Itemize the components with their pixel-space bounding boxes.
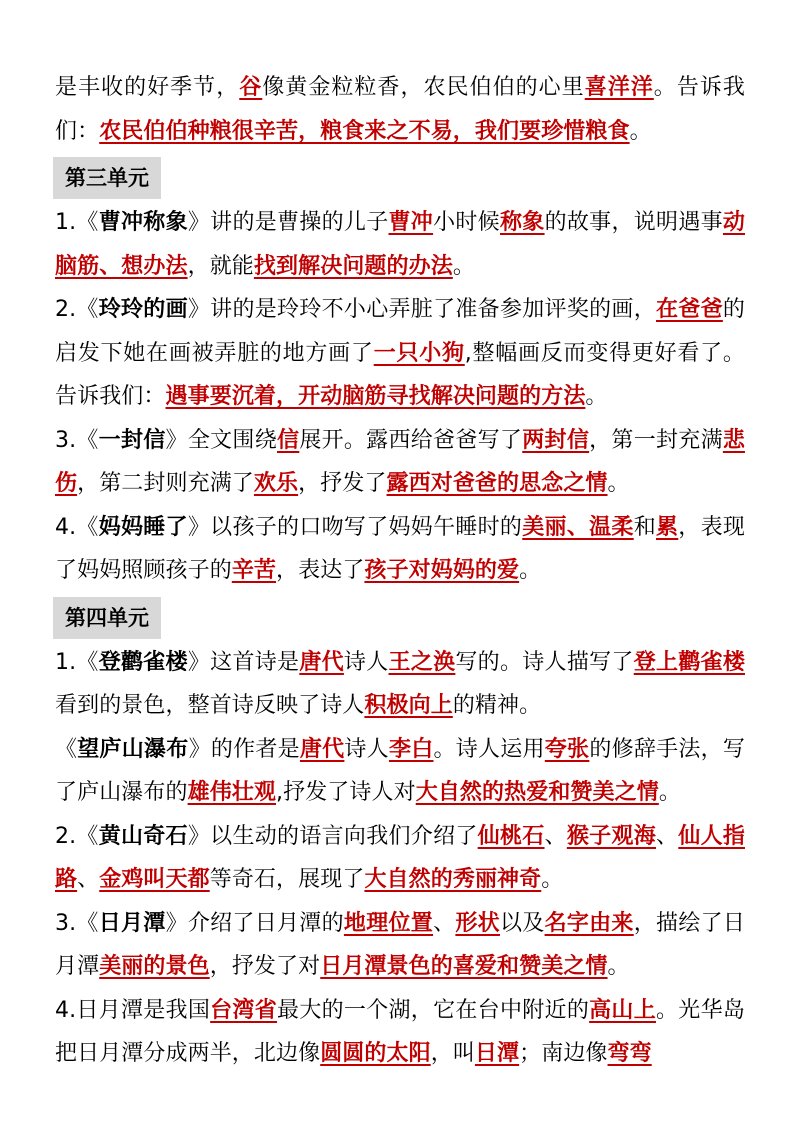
body-text: 、: [77, 867, 100, 892]
body-text: 诗人: [344, 736, 389, 762]
body-text: 3.《: [55, 427, 99, 453]
body-text: 》以生动的语言向我们介绍了: [187, 823, 478, 849]
answer-text: 唐代: [299, 736, 345, 762]
body-text: 。: [607, 954, 630, 979]
answer-text: 在爸爸: [656, 297, 723, 322]
body-text: ,抒发了诗人对: [276, 780, 416, 805]
lesson-title: 一封信: [98, 427, 166, 453]
body-text: 。诗人运用: [433, 736, 545, 762]
answer-text: 夸张: [544, 736, 590, 762]
answer-text: 日潭: [474, 1041, 520, 1066]
answer-text: 积极向上: [364, 693, 453, 718]
body-text: 。: [607, 471, 630, 496]
paragraph: [55, 815, 745, 902]
body-text: 像黄金粒粒香，农民伯伯的心里: [262, 75, 585, 100]
body-text: ，描绘了日月潭: [55, 910, 745, 979]
body-text: 。告诉我们：: [55, 75, 745, 144]
paragraph: [55, 419, 745, 506]
paragraph: [55, 288, 745, 419]
paragraph: [55, 201, 745, 288]
answer-text: 大自然的秀丽神奇: [364, 867, 542, 892]
body-text: 2.《: [55, 823, 99, 849]
answer-text: 形状: [455, 910, 500, 936]
body-text: ,整幅画反而变得更好看了。告诉我们：: [55, 340, 746, 409]
answer-text: 美丽、温柔: [522, 514, 634, 540]
answer-text: 登上鹳雀楼: [633, 649, 745, 675]
answer-text: 动脑筋、想办法: [55, 210, 746, 279]
paragraph: [55, 728, 745, 815]
answer-text: 露西对爸爸的思念之情: [386, 471, 608, 496]
intro-paragraph: [55, 66, 745, 153]
body-text: 3.《: [55, 910, 99, 936]
answer-text: 欢乐: [253, 471, 299, 496]
section-heading: 第三单元: [53, 157, 161, 199]
body-text: 的精神。: [452, 693, 542, 718]
paragraph: [55, 989, 745, 1076]
body-text: 4.《: [55, 514, 99, 540]
answer-text: 金鸡叫天都: [99, 867, 210, 892]
body-text: ，表现了妈妈照顾孩子的: [55, 514, 745, 583]
body-text: 。: [629, 118, 652, 144]
lesson-title: 玲玲的画: [98, 297, 188, 322]
answer-text: 找到解决问题的办法: [253, 253, 453, 279]
answer-text: 圆圆的太阳: [320, 1041, 431, 1066]
answer-text: 喜洋洋: [584, 75, 654, 100]
answer-text: 仙人指路: [55, 823, 745, 892]
lesson-title: 登鹳雀楼: [98, 649, 188, 675]
section-unit-4: [55, 593, 745, 1076]
body-text: 。: [541, 867, 564, 892]
body-text: 小时候: [433, 210, 500, 235]
body-text: 以及: [499, 910, 545, 936]
answer-text: 名字由来: [544, 910, 634, 936]
body-text: 。: [585, 384, 608, 409]
body-text: 。: [658, 780, 681, 805]
body-text: 的启发下她在画被弄脏的地方画了: [55, 297, 745, 366]
answer-text: 仙桃石: [477, 823, 545, 849]
section-heading: 第四单元: [53, 597, 161, 639]
paragraph: [55, 902, 745, 989]
body-text: 4.日月潭是我国: [55, 997, 211, 1023]
body-text: 写的。诗人描写了: [455, 649, 634, 675]
body-text: 、: [433, 910, 456, 936]
body-text: ，叫: [430, 1041, 475, 1066]
body-text: 的故事，说明遇事: [544, 210, 723, 235]
body-text: 》介绍了日月潭的: [165, 910, 344, 936]
lesson-title: 曹冲称象: [98, 210, 188, 235]
lesson-title: 妈妈睡了: [98, 514, 188, 540]
answer-text: 弯弯: [607, 1041, 652, 1066]
answer-text: 称象: [499, 210, 545, 235]
document-page: [55, 66, 745, 1076]
answer-text: 一只小狗: [373, 340, 465, 366]
answer-text: 猴子观海: [566, 823, 656, 849]
body-text: 。: [452, 253, 475, 279]
body-text: 、: [544, 823, 567, 849]
answer-text: 辛苦: [231, 558, 277, 583]
answer-text: 王之涣: [388, 649, 456, 675]
body-text: ，第一封充满: [589, 427, 723, 453]
body-text: 2.《: [55, 297, 99, 322]
answer-text: 唐代: [299, 649, 344, 675]
body-text: ，就能: [187, 253, 254, 279]
body-text: 。: [519, 558, 542, 583]
answer-text: 日月潭景色的喜爱和赞美之情: [320, 954, 608, 979]
body-text: 展开。露西给爸爸写了: [299, 427, 523, 453]
body-text: 》讲的是曹操的儿子: [187, 210, 389, 235]
body-text: 》这首诗是: [187, 649, 300, 675]
answer-text: 曹冲: [388, 210, 434, 235]
body-text: 》讲的是玲玲不小心弄脏了准备参加评奖的画，: [187, 297, 656, 322]
answer-text: 雄伟壮观: [187, 780, 277, 805]
body-text: 、: [656, 823, 679, 849]
lesson-title: 望庐山瀑布: [77, 736, 189, 762]
answer-text: 谷: [239, 75, 263, 100]
body-text: 》全文围绕: [165, 427, 278, 453]
answer-text: 遇事要沉着，开动脑筋寻找解决问题的方法: [165, 384, 586, 409]
body-text: 和: [633, 514, 656, 540]
answer-text: 地理位置: [343, 910, 434, 936]
answer-text: 孩子对妈妈的爱: [364, 558, 520, 583]
body-text: 是丰收的好季节，: [55, 75, 240, 100]
body-text: ，表达了: [276, 558, 365, 583]
body-text: ；南边像: [519, 1041, 608, 1066]
answer-text: 农民伯伯种粮很辛苦，粮食来之不易，我们要珍惜粮食: [99, 118, 630, 144]
answer-text: 大自然的热爱和赞美之情: [415, 780, 659, 805]
body-text: 《: [55, 736, 78, 762]
answer-text: 台湾省: [210, 997, 278, 1023]
lesson-title: 黄山奇石: [98, 823, 188, 849]
body-text: 等奇石，展现了: [209, 867, 365, 892]
section-unit-3: [55, 153, 745, 593]
body-text: 最大的一个湖，它在台中附近的: [277, 997, 590, 1023]
body-text: 。光华岛把日月潭分成两半，北边像: [55, 997, 745, 1066]
body-text: 诗人: [343, 649, 389, 675]
lesson-title: 日月潭: [98, 910, 166, 936]
body-text: 的修辞手法，写了庐山瀑布的: [55, 736, 745, 805]
body-text: 》以孩子的口吻写了妈妈午睡时的: [187, 514, 523, 540]
paragraph: [55, 641, 745, 728]
body-text: ，第二封则充满了: [77, 471, 254, 496]
answer-text: 高山上: [589, 997, 657, 1023]
answer-text: 美丽的景色: [99, 954, 210, 979]
body-text: 1.《: [55, 649, 99, 675]
answer-text: 信: [277, 427, 300, 453]
answer-text: 李白: [388, 736, 434, 762]
paragraph: [55, 506, 745, 593]
body-text: 1.《: [55, 210, 99, 235]
body-text: ，抒发了对: [209, 954, 321, 979]
answer-text: 两封信: [522, 427, 590, 453]
answer-text: 悲伤: [55, 427, 745, 496]
answer-text: 累: [656, 514, 679, 540]
body-text: ，抒发了: [298, 471, 387, 496]
body-text: 看到的景色，整首诗反映了诗人: [55, 693, 365, 718]
body-text: 》的作者是: [188, 736, 300, 762]
